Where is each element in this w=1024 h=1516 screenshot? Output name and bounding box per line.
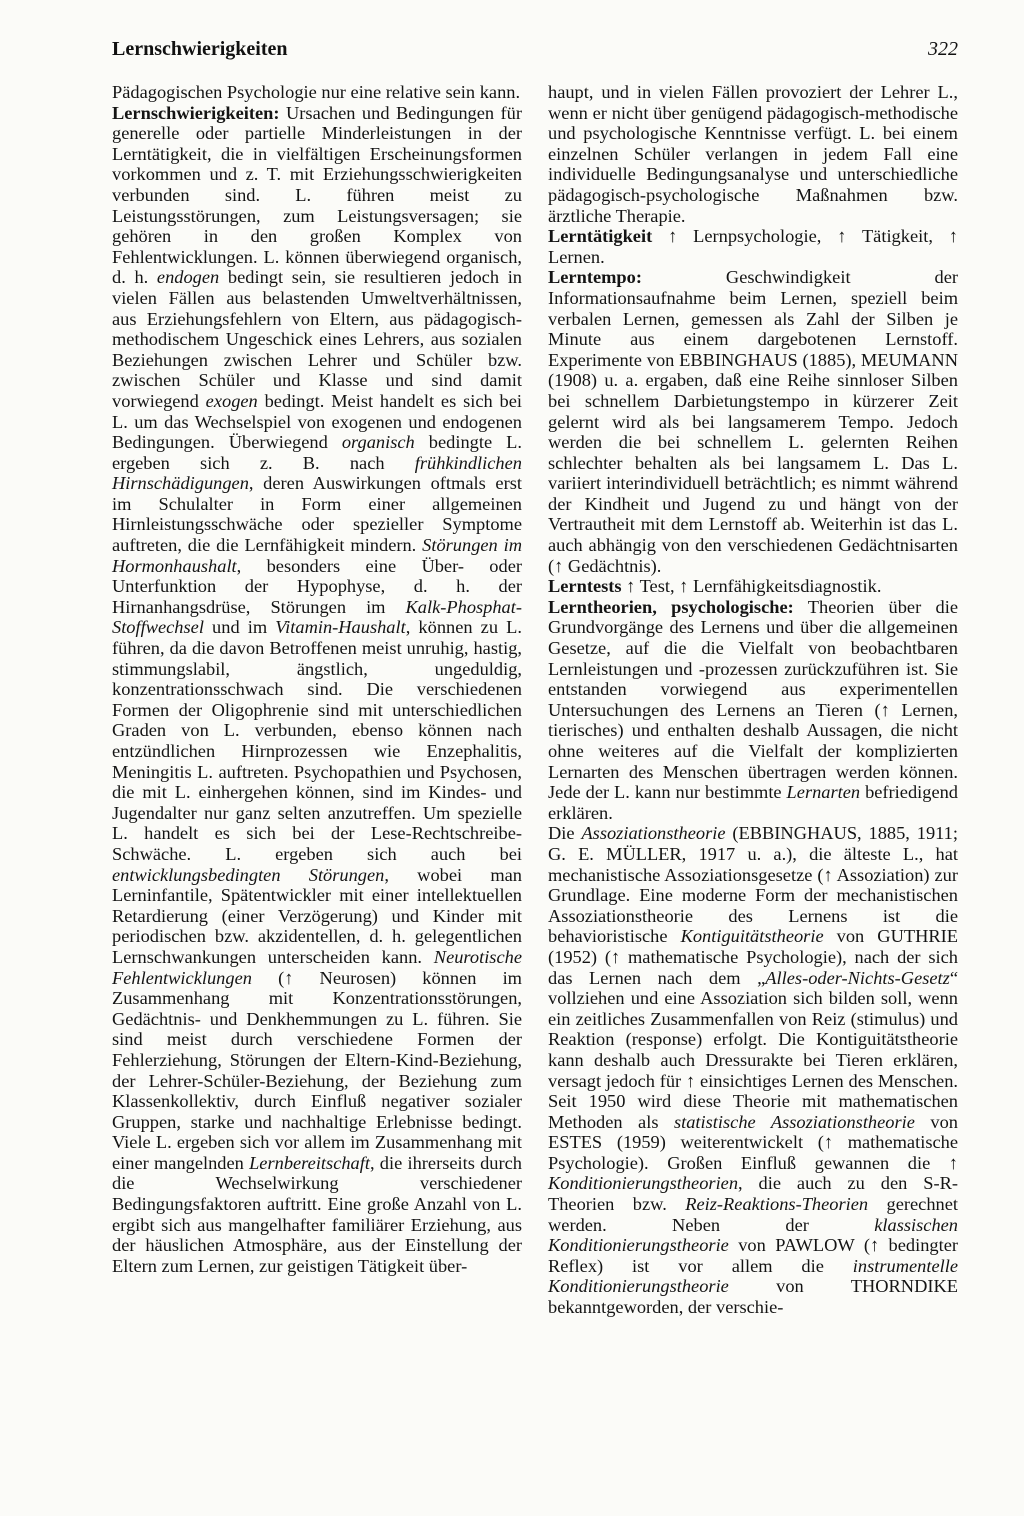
italic-term: Reiz-Reaktions-Theorien [685, 1194, 869, 1215]
body-text: Die [548, 823, 582, 844]
body-text: , besonders eine Über- oder Unterfunktion der Hypophyse, d. h. der Hirnanhangsdrüse, Störungen im [112, 555, 522, 617]
italic-term: Kontiguitätstheorie [680, 926, 824, 947]
italic-term: Vitamin-Haushalt [275, 617, 406, 638]
body-text: haupt, und in vielen Fällen provoziert der Lehrer L., wenn er nicht über genügend pädagogisch-methodische und psychologische Kenntnisse verfügt. L. bei einem einzelnen Schüler verlangen in jedem Fall eine individuelle Bedingungsanalyse und unterschiedliche pädagogisch-psychologische Maßnahmen bzw. ärztliche Therapie. [548, 82, 958, 226]
entry-lernschwierigkeiten [112, 103, 522, 1277]
body-text: ↑ Lernpsychologie, ↑ Tätigkeit, ↑ Lernen. [548, 226, 958, 267]
body-text: von PAWLOW (↑ bedingter Reflex) ist vor allem die [548, 1235, 958, 1276]
italic-term: organisch [341, 432, 415, 453]
body-text: bedingte L. ergeben sich z. B. nach [112, 432, 522, 473]
entry-lerntempo [548, 267, 958, 576]
body-text: bedingt. Meist handelt es sich bei L. um das Wechselspiel von exogenen und endogenen Bedingungen. Überwiegend [112, 390, 523, 453]
body-text: gerechnet werden. Neben der [548, 1194, 958, 1235]
italic-term: Lernbereitschaft [249, 1152, 370, 1173]
italic-term: exogen [205, 390, 258, 411]
italic-term: Assoziationstheorie [581, 823, 726, 844]
entry-term: Lerntheorien, psychologische: [548, 596, 794, 617]
italic-term: Lernarten [786, 782, 861, 803]
italic-term: frühkindlichen Hirnschädigungen [112, 452, 522, 494]
italic-term: statistische Assoziationstheorie [673, 1111, 915, 1132]
italic-term: endogen [156, 267, 220, 288]
body-text: und im [203, 617, 276, 638]
italic-term: Kalk-Phosphat-Stoffwechsel [112, 596, 522, 638]
entry-lerntaetigkeit [548, 226, 958, 267]
body-text: befriedigend erklären. [548, 782, 959, 823]
entry-lerntests [548, 576, 958, 597]
entry-term: Lerntätigkeit [548, 226, 653, 247]
italic-term: Störungen im Hormonhaushalt [112, 535, 522, 576]
body-text: (↑ Neurosen) können im Zusammenhang mit Konzentrationsstörungen, Gedächtnis- und Denkhemmungen zu L. führen. Sie sind meist durch verschiedene Formen der Fehlerziehung, Störungen der Eltern-Kind-Beziehung, der Lehrer-Schüler-Beziehung, der Beziehung zum Klassenkollektiv, durch Einfluß negativer sozialer Gruppen, starke und nachhaltige Erlebnisse bedingt. Viele L. ergeben sich vor allem im Zusammenhang mit einer mangelnden [112, 967, 522, 1173]
italic-term: Alles-oder-Nichts-Gesetz [765, 967, 950, 988]
body-text: Geschwindigkeit der Informationsaufnahme beim Lernen, speziell beim verbalen Lernen, gemessen als Zahl der Silben je Minute aus einem dargebotenen Lernstoff. Experimente von EBBINGHAUS (1885), MEUMANN (1908) u. a. ergaben, daß eine Reihe sinnloser Silben bei schnellem Darbietungstempo in kürzerer Zeit gelernt wird als bei langsamerem Tempo. Jedoch werden die bei schnellem L. gelernten Reihen schlechter behalten als bei langsamem L. Das L. variiert interindividuell beträchtlich; es nimmt während der Kindheit und Jugend zu und hängt von der Vertrautheit mit dem Lernstoff ab. Weiterhin ist das L. auch abhängig von den verschiedenen Gedächtnisarten (↑ Gedächtnis). [548, 267, 958, 576]
italic-term: Neurotische Fehlentwicklungen [112, 946, 522, 988]
body-text: ↑ Test, ↑ Lernfähigkeitsdiagnostik. [621, 576, 882, 597]
page-number: 322 [928, 38, 958, 60]
entry-term: Lernschwierigkeiten: [112, 102, 280, 123]
left-column [112, 82, 522, 1276]
italic-term: entwicklungsbedingten Störungen [112, 864, 385, 885]
body-text: , wobei man Lerninfantile, Spätentwickler mit einer intellektuellen Retardierung (einer Verzögerung) und Kinder mit periodischen bzw. akzidentellen, d. h. gelegentlichen Lernschwankungen unterscheiden kann. [112, 864, 522, 967]
body-text: von GUTHRIE (1952) (↑ mathematische Psychologie), nach der sich das Lernen nach dem „ [548, 926, 958, 988]
body-text: , können zu L. führen, da die davon Betroffenen meist unruhig, hastig, stimmungslabil, ängstlich, ungeduldig, konzentrationsschwach sind. Die verschiedenen Formen der Oligophrenie sind mit unterschiedlichen Graden von L. verbunden, ebenso können nach entzündlichen Hirnprozessen wie Enzephalitis, Meningitis L. auftreten. Psychopathien und Psychosen, die mit L. einhergehen können, sind im Kindes- und Jugendalter nur ganz selten anzutreffen. Um spezielle L. handelt es sich bei der Lese-Rechtschreibe-Schwäche. L. ergeben sich auch bei [112, 617, 522, 864]
body-text: bedingt sein, sie resultieren jedoch in vielen Fällen aus belastenden Umweltverhältnissen, aus Erziehungsfehlern von Eltern, aus pädagogisch-methodischem Ungeschick eines Lehrers, aus sozialen Beziehungen zwischen Lehrer und Schüler bzw. zwischen Schüler und Klasse und sind damit vorwiegend [112, 267, 522, 411]
entry-lerntheorien [548, 597, 958, 824]
entry-term: Lerntempo: [548, 267, 642, 288]
body-text: Pädagogischen Psychologie nur eine relative sein kann. [112, 82, 521, 102]
continuation-paragraph [548, 82, 958, 226]
entry-term: Lerntests [548, 576, 622, 597]
body-text: , die ihrerseits durch die Wechselwirkung verschiedener Bedingungsfaktoren auftritt. Eine große Anzahl von L. ergibt sich aus mangelhafter familiärer Erziehung, aus der häuslichen Atmosphäre, aus der Einstellung der Eltern zum Lernen, zur geistigen Tätigkeit über- [112, 1152, 522, 1276]
body-text: von ESTES (1959) weiterentwickelt (↑ mathematische Psychologie). Großen Einfluß gewannen die ↑ [548, 1111, 958, 1173]
continuation-paragraph [112, 82, 522, 103]
body-text: Theorien über die Grundvorgänge des Lernens und über die allgemeinen Gesetze, auf die die Vielfalt von beobachtbaren Lernleistungen und -prozessen zurückzuführen ist. Sie entstanden vorwiegend aus experimentellen Untersuchungen des Lernens an Tieren (↑ Lernen, tierisches) und enthalten deshalb Aussagen, die nicht ohne weiteres auf die Vielfalt der komplizierten Lernarten des Menschen übertragen werden können. Jede der L. kann nur bestimmte [548, 596, 959, 803]
italic-term: instrumentelle Konditionierungstheorie [548, 1255, 958, 1297]
body-text: (EBBINGHAUS, 1885, 1911; G. E. MÜLLER, 1917 u. a.), die älteste L., hat mechanistische Assoziationsgesetze (↑ Assoziation) zur Grundlage. Eine moderne Form der mechanistischen Assoziationstheorie des Lernens ist die behavioristische [548, 823, 958, 947]
body-text: “ vollziehen und eine Assoziation sich bilden soll, wenn ein zeitliches Zusammenfallen von Reiz (stimulus) und Reaktion (response) erfolgt. Die Kontiguitätstheorie kann deshalb auch Dressurakte bei Tieren erklären, versagt jedoch für ↑ einsichtiges Lernen des Menschen. Seit 1950 wird diese Theorie mit mathematischen Methoden als [548, 967, 958, 1132]
italic-term: Konditionierungstheorien [548, 1173, 739, 1194]
right-column [548, 82, 958, 1318]
body-text: , die auch zu den S-R-Theorien bzw. [548, 1173, 958, 1215]
body-text: von THORNDIKE bekanntgeworden, der verschie- [548, 1276, 958, 1318]
body-text: Ursachen und Bedingungen für generelle oder partielle Minderleistungen in der Lerntätigkeit, die in vielfältigen Erscheinungsformen vorkommen und z. T. mit Erziehungsschwierigkeiten verbunden sind. L. führen meist zu Leistungsstörungen, zum Leistungsversagen; sie gehören in den großen Komplex von Fehlentwicklungen. L. können überwiegend organisch, d. h. [112, 102, 522, 288]
running-head: Lernschwierigkeiten [112, 38, 288, 60]
italic-term: klassischen Konditionierungstheorie [548, 1214, 958, 1256]
body-text: , deren Auswirkungen oftmals erst im Schulalter in Form einer allgemeinen Hirnleistungsschwäche oder spezieller Symptome auftreten, die die Lernfähigkeit mindern. [112, 473, 522, 556]
paragraph-assoziationstheorie [548, 823, 958, 1317]
